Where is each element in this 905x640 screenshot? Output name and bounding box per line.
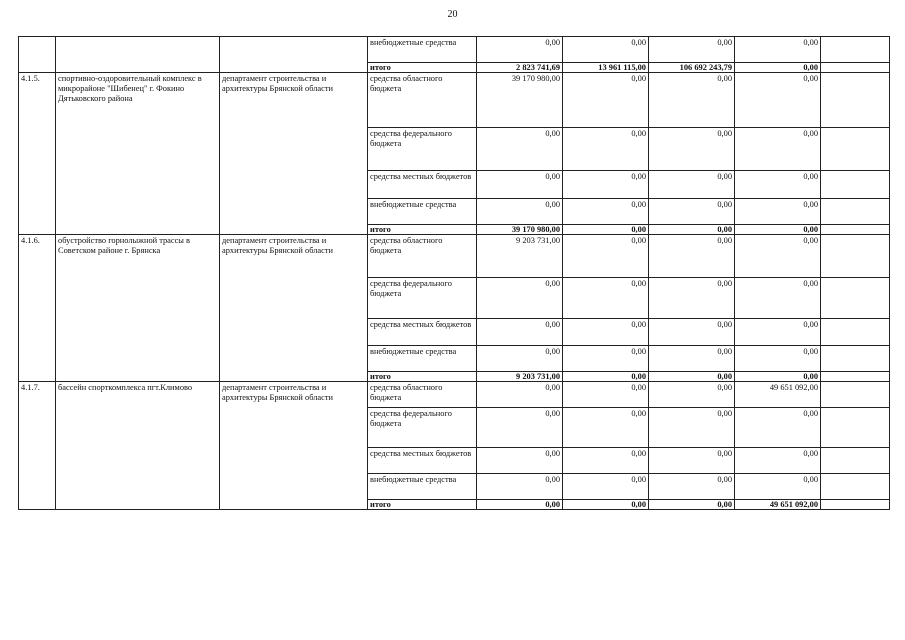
note-cell	[821, 372, 890, 382]
value-cell: 0,00	[649, 128, 735, 171]
value-cell: 0,00	[735, 372, 821, 382]
value-cell: 0,00	[735, 37, 821, 63]
source-cell: средства областного бюджета	[368, 73, 477, 128]
source-cell: средства местных бюджетов	[368, 448, 477, 474]
value-cell: 0,00	[649, 448, 735, 474]
value-cell: 0,00	[563, 73, 649, 128]
source-cell: средства федерального бюджета	[368, 278, 477, 319]
table-row	[19, 235, 890, 278]
value-cell: 0,00	[649, 199, 735, 225]
item-number-cell: 4.1.5.	[19, 73, 56, 235]
value-cell: 0,00	[477, 128, 563, 171]
note-cell	[821, 448, 890, 474]
value-cell: 39 170 980,00	[477, 73, 563, 128]
value-cell: 0,00	[735, 225, 821, 235]
item-number-cell: 4.1.7.	[19, 382, 56, 510]
source-cell: внебюджетные средства	[368, 199, 477, 225]
value-cell: 0,00	[477, 199, 563, 225]
item-executor-cell: департамент строительства и архитектуры Брянской области	[220, 235, 368, 382]
value-cell: 0,00	[735, 199, 821, 225]
item-name-cell	[56, 37, 220, 73]
value-cell: 0,00	[649, 474, 735, 500]
source-cell: итого	[368, 500, 477, 510]
value-cell: 0,00	[563, 319, 649, 346]
source-cell: внебюджетные средства	[368, 37, 477, 63]
source-cell: внебюджетные средства	[368, 474, 477, 500]
note-cell	[821, 474, 890, 500]
value-cell: 0,00	[735, 319, 821, 346]
value-cell: 0,00	[563, 235, 649, 278]
note-cell	[821, 199, 890, 225]
note-cell	[821, 346, 890, 372]
note-cell	[821, 63, 890, 73]
source-cell: средства областного бюджета	[368, 235, 477, 278]
value-cell: 0,00	[735, 235, 821, 278]
item-number-cell: 4.1.6.	[19, 235, 56, 382]
value-cell: 0,00	[563, 448, 649, 474]
source-cell: итого	[368, 372, 477, 382]
value-cell: 0,00	[563, 225, 649, 235]
value-cell: 0,00	[563, 199, 649, 225]
value-cell: 0,00	[477, 500, 563, 510]
item-name-cell: бассейн спорткомплекса пгт.Климово	[56, 382, 220, 510]
value-cell: 0,00	[563, 37, 649, 63]
item-executor-cell: департамент строительства и архитектуры Брянской области	[220, 73, 368, 235]
value-cell: 0,00	[735, 346, 821, 372]
value-cell: 106 692 243,79	[649, 63, 735, 73]
value-cell: 0,00	[477, 382, 563, 408]
note-cell	[821, 278, 890, 319]
note-cell	[821, 408, 890, 448]
value-cell: 49 651 092,00	[735, 500, 821, 510]
value-cell: 0,00	[563, 128, 649, 171]
table-row	[19, 382, 890, 408]
value-cell: 0,00	[735, 128, 821, 171]
note-cell	[821, 382, 890, 408]
source-cell: средства местных бюджетов	[368, 319, 477, 346]
value-cell: 0,00	[735, 171, 821, 199]
value-cell: 0,00	[649, 408, 735, 448]
value-cell: 0,00	[563, 346, 649, 372]
source-cell: итого	[368, 63, 477, 73]
value-cell: 0,00	[649, 278, 735, 319]
note-cell	[821, 73, 890, 128]
value-cell: 0,00	[477, 448, 563, 474]
item-name-cell: обустройство горнолыжной трассы в Советском районе г. Брянска	[56, 235, 220, 382]
note-cell	[821, 225, 890, 235]
value-cell: 0,00	[477, 346, 563, 372]
value-cell: 0,00	[649, 500, 735, 510]
note-cell	[821, 319, 890, 346]
value-cell: 49 651 092,00	[735, 382, 821, 408]
value-cell: 9 203 731,00	[477, 372, 563, 382]
value-cell: 0,00	[649, 171, 735, 199]
value-cell: 9 203 731,00	[477, 235, 563, 278]
value-cell: 0,00	[735, 73, 821, 128]
value-cell: 2 823 741,69	[477, 63, 563, 73]
source-cell: итого	[368, 225, 477, 235]
note-cell	[821, 37, 890, 63]
value-cell: 0,00	[477, 278, 563, 319]
value-cell: 0,00	[477, 474, 563, 500]
value-cell: 0,00	[477, 171, 563, 199]
note-cell	[821, 235, 890, 278]
value-cell: 0,00	[649, 372, 735, 382]
value-cell: 0,00	[563, 500, 649, 510]
value-cell: 13 961 115,00	[563, 63, 649, 73]
item-number-cell	[19, 37, 56, 73]
source-cell: средства федерального бюджета	[368, 128, 477, 171]
value-cell: 0,00	[563, 278, 649, 319]
value-cell: 0,00	[735, 408, 821, 448]
table-row	[19, 73, 890, 128]
value-cell: 0,00	[563, 382, 649, 408]
value-cell: 0,00	[735, 278, 821, 319]
source-cell: средства федерального бюджета	[368, 408, 477, 448]
value-cell: 0,00	[649, 235, 735, 278]
item-executor-cell: департамент строительства и архитектуры Брянской области	[220, 382, 368, 510]
item-executor-cell	[220, 37, 368, 73]
note-cell	[821, 128, 890, 171]
value-cell: 0,00	[735, 474, 821, 500]
page-number: 20	[447, 9, 458, 20]
value-cell: 0,00	[649, 382, 735, 408]
value-cell: 0,00	[735, 448, 821, 474]
source-cell: средства местных бюджетов	[368, 171, 477, 199]
value-cell: 0,00	[649, 37, 735, 63]
value-cell: 0,00	[477, 319, 563, 346]
value-cell: 0,00	[563, 408, 649, 448]
value-cell: 0,00	[477, 37, 563, 63]
value-cell: 0,00	[649, 73, 735, 128]
value-cell: 39 170 980,00	[477, 225, 563, 235]
budget-table	[18, 36, 890, 510]
value-cell: 0,00	[649, 225, 735, 235]
value-cell: 0,00	[477, 408, 563, 448]
note-cell	[821, 171, 890, 199]
value-cell: 0,00	[563, 372, 649, 382]
note-cell	[821, 500, 890, 510]
item-name-cell: спортивно-оздоровительный комплекс в микрорайоне "Шибенец" г. Фокино Дятьковского района	[56, 73, 220, 235]
value-cell: 0,00	[563, 474, 649, 500]
source-cell: внебюджетные средства	[368, 346, 477, 372]
value-cell: 0,00	[649, 346, 735, 372]
value-cell: 0,00	[649, 319, 735, 346]
table-row	[19, 37, 890, 63]
source-cell: средства областного бюджета	[368, 382, 477, 408]
value-cell: 0,00	[563, 171, 649, 199]
value-cell: 0,00	[735, 63, 821, 73]
